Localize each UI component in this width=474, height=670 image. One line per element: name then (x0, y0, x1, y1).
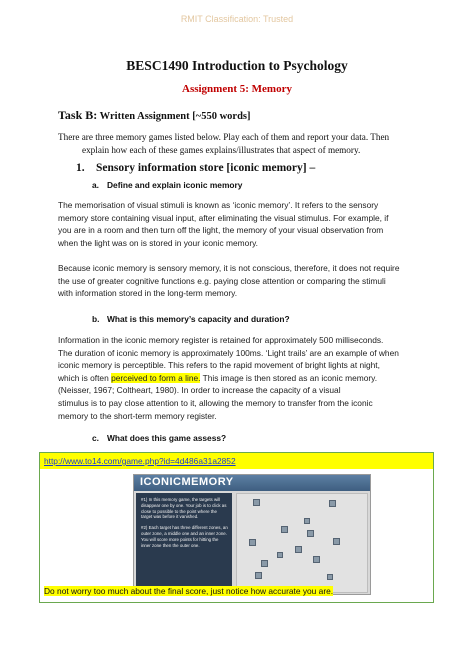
assignment-title: Assignment 5: Memory (182, 83, 292, 95)
game-target[interactable] (281, 526, 288, 533)
game-note (40, 585, 433, 597)
highlighted-phrase: perceived to form a line. (111, 372, 201, 383)
game-instructions-text (141, 497, 229, 553)
game-target[interactable] (333, 538, 340, 545)
game-logo-bar (134, 475, 370, 491)
para-b-line: stimulus is to pay close attention to it, allowing the memory to transfer from the iconic (58, 397, 373, 408)
game-target[interactable] (313, 556, 320, 563)
para-b-line (58, 372, 420, 385)
subsection-c-letter: c. (92, 433, 99, 443)
para-b-line4-post: This image is then stored as an iconic memory. (200, 372, 378, 383)
game-instruction-2: #2) Each target has three different zones, an outer zone, a middle one and an inner zone. You will score more points for hitting the inner zone then the outer one. (141, 525, 228, 548)
para-a1-line: when the light was on is stored in your iconic memory. (58, 237, 259, 248)
game-target[interactable] (307, 530, 314, 537)
game-logo: ICONICMEMORY (140, 476, 234, 488)
game-target[interactable] (249, 539, 256, 546)
section-1-title: Sensory information store [iconic memory] – (96, 162, 316, 174)
intro-paragraph (58, 131, 418, 156)
intro-line-1: There are three memory games listed below. Play each of them and report your data. Then (58, 132, 390, 142)
game-instructions-panel (136, 493, 232, 593)
subsection-c-title: What does this game assess? (107, 433, 227, 443)
game-target[interactable] (255, 572, 262, 579)
section-1-number: 1. (76, 162, 85, 174)
game-target[interactable] (304, 518, 310, 524)
para-a1-line: memory store containing visual input, after eliminating the visual stimulus. For example, if (58, 212, 389, 223)
game-screenshot (133, 474, 371, 595)
task-heading (58, 108, 251, 123)
para-a1-line: you are in a room and then turn off the light, the memory of your visual observation from (58, 225, 384, 236)
para-b-line4-pre: which is often (58, 372, 112, 383)
task-label: Task B: (58, 108, 98, 122)
game-instruction-1: #1) In this memory game, the targets will disappear one by one. Your job is to click as close to possible to the point where the target was before it vanished. (141, 497, 227, 520)
game-target[interactable] (261, 560, 268, 567)
subsection-a-heading (92, 180, 242, 190)
paragraph-iconic-definition (58, 199, 420, 249)
para-a1-line: The memorisation of visual stimuli is known as ‘iconic memory’. It refers to the sensory (58, 200, 379, 210)
game-play-field[interactable] (236, 493, 368, 593)
subsection-b-heading (92, 314, 290, 324)
game-url-bar (40, 453, 433, 469)
game-target[interactable] (253, 499, 260, 506)
game-target[interactable] (327, 574, 333, 580)
section-1-heading (76, 162, 315, 174)
paragraph-sensory-memory (58, 262, 420, 300)
game-box (39, 452, 434, 603)
para-a2-line: with information stored in the long-term memory. (58, 288, 238, 299)
subsection-a-title: Define and explain iconic memory (107, 180, 243, 190)
intro-line-2: explain how each of these games explains/illustrates that aspect of memory. (82, 144, 361, 155)
classification-label: RMIT Classification: Trusted (180, 14, 294, 24)
game-target[interactable] (329, 500, 336, 507)
game-target[interactable] (295, 546, 302, 553)
game-note-text: Do not worry too much about the final score, just notice how accurate you are. (44, 586, 334, 596)
para-b-line: The duration of iconic memory is approximately 100ms. ‘Light trails’ are an example of when (58, 347, 399, 358)
paragraph-capacity-duration (58, 334, 420, 422)
course-title: BESC1490 Introduction to Psychology (126, 58, 348, 73)
para-b-line: (Neisser, 1967; Coltheart, 1980). In order to increase the capacity of a visual (58, 385, 341, 396)
para-b-line: iconic memory is perceptible. This refers to the rapid movement of bright lights at night, (58, 360, 380, 371)
game-link[interactable]: http://www.to14.com/game.php?id=4d486a31a2852 (44, 456, 236, 466)
task-text: Written Assignment [~550 words] (97, 111, 251, 122)
para-b-line: Information in the iconic memory register is retained for approximately 500 milliseconds. (58, 335, 384, 345)
subsection-b-letter: b. (92, 314, 100, 324)
para-a2-line: Because iconic memory is sensory memory, it is not conscious, therefore, it does not require (58, 263, 400, 273)
subsection-b-title: What is this memory’s capacity and duration? (107, 314, 290, 324)
para-b-line: memory to the short-term memory register. (58, 410, 217, 421)
game-target[interactable] (277, 552, 283, 558)
subsection-a-letter: a. (92, 180, 99, 190)
subsection-c-heading (92, 433, 226, 443)
para-a2-line: the use of greater cognitive functions e.g. paying close attention or comparing the stimuli (58, 275, 386, 286)
